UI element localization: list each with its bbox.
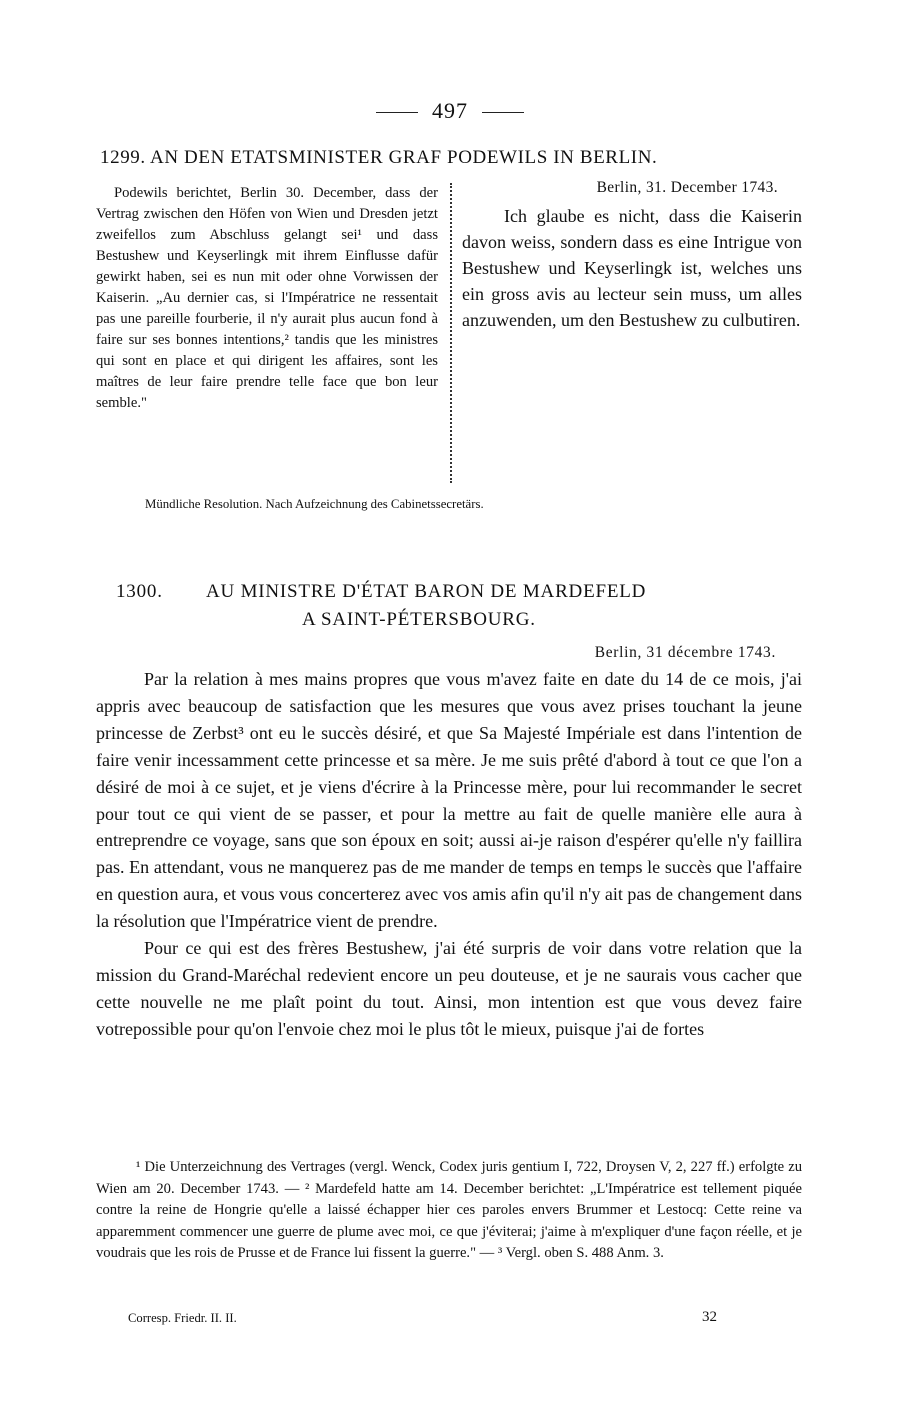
- letter-1300-title-line1: AU MINISTRE D'ÉTAT BARON DE MARDEFELD: [206, 581, 647, 602]
- letter-1300-paragraph-1: Par la relation à mes mains propres que vous m'avez faite en date du 14 de ce mois, j'ai appris avec beaucoup de satisfaction que les mesures que vous avez prises touchant la jeune princesse de Zerbst³ ont eu le succès désiré, et que Sa Majesté Impériale est dans l'intention de faire venir incessamment cette princesse et sa mère. Je me suis prêté d'abord à tout ce que l'on a désiré de moi à ce sujet, et je viens d'écrire à la Princesse mère, pour lui recommander le secret pour tout ce qui vient de se passer, et pour la mettre au fait de quelle manière elle aura à entreprendre ce voyage, sans que son époux en soit; aussi ai-je raison d'espérer qu'elle n'y faillira pas. En attendant, vous ne manquerez pas de me mander de temps en temps le succès que l'affaire en question aura, et vous vous concerterez avec vos amis afin qu'il n'y ait pas de changement dans la résolution que l'Impératrice vient de prendre.: [96, 669, 802, 932]
- letter-1300-date: Berlin, 31 décembre 1743.: [594, 644, 776, 661]
- reply-text: Ich glaube es nicht, dass die Kaiserin davon weiss, sondern dass es eine Intrigue von Bestushew und Keyserlingk ist, welches uns ein gross avis au lecteur sein muss, um alles anzuwenden, um den Bestushew zu culbutiren.: [462, 206, 802, 330]
- resolution-note: Mündliche Resolution. Nach Aufzeichnung des Cabinetssecretärs.: [145, 497, 484, 511]
- letter-1300-body: [96, 666, 802, 1043]
- footnotes-text: ¹ Die Unterzeichnung des Vertrages (vergl. Wenck, Codex juris gentium I, 722, Droysen V, 2, 227 ff.) erfolgte zu Wien am 20. December 1743. — ² Mardefeld hatte am 14. December berichtet: „L'Impératrice est tellement piquée contre la reine de Hongrie qu'elle a laissé échapper hier ces paroles envers Brummer et Lestocq: Cette reine va apparemment commencer une guerre de plume avec moi, ce que j'éviterai; j'aime à m'expliquer d'une façon réelle, et je voudrais que les rois de Prusse et de France lui fissent la guerre." — ³ Vergl. oben S. 488 Anm. 3.: [96, 1159, 802, 1262]
- footnotes: [96, 1157, 802, 1265]
- header-rule-right: [482, 112, 524, 113]
- letter-1300-title: [116, 578, 796, 634]
- reply-date: Berlin, 31. December 1743.: [596, 179, 778, 196]
- column-divider: [450, 183, 452, 483]
- letter-1300-title-line2: A SAINT-PÉTERSBOURG.: [302, 609, 536, 630]
- header-rule-left: [376, 112, 418, 113]
- letter-1300-paragraph-2: Pour ce qui est des frères Bestushew, j'ai été surpris de voir dans votre relation que la mission du Grand-Maréchal redevient encore un peu douteuse, et je ne saurais vous cacher que cette nouvelle ne me plaît point du tout. Ainsi, mon intention est que vous devez faire votrepossible pour qu'on l'envoie chez moi le plus tôt le mieux, puisque j'ai de fortes: [96, 938, 802, 1039]
- running-header: [0, 98, 900, 124]
- report-summary-text: Podewils berichtet, Berlin 30. December, dass der Vertrag zwischen den Höfen von Wien und Dresden jetzt zweifellos zum Abschluss gelangt sei¹ und dass Bestushew und Keyserlingk mit ihrem Einflusse dafür gewirkt haben, sei es nun mit oder ohne Vorwissen der Kaiserin. „Au dernier cas, si l'Impératrice ne ressentait pas une pareille fourberie, il n'y aurait plus aucun fond à faire sur ses bonnes intentions,² tandis que les ministres qui sont en place et qui dirigent les affaires, sont les maîtres de leur faire prendre telle face que bon leur semble.": [96, 185, 438, 411]
- letter-1299-report-summary: [96, 183, 438, 414]
- footer-sheet-number: 32: [702, 1309, 717, 1325]
- page-number: 497: [432, 98, 468, 123]
- letter-1299-title: 1299. AN DEN ETATSMINISTER GRAF PODEWILS IN BERLIN.: [100, 147, 658, 168]
- letter-1299-reply: [462, 179, 802, 333]
- footer-source: Corresp. Friedr. II. II.: [128, 1311, 237, 1325]
- letter-1300-number: 1300.: [116, 581, 163, 602]
